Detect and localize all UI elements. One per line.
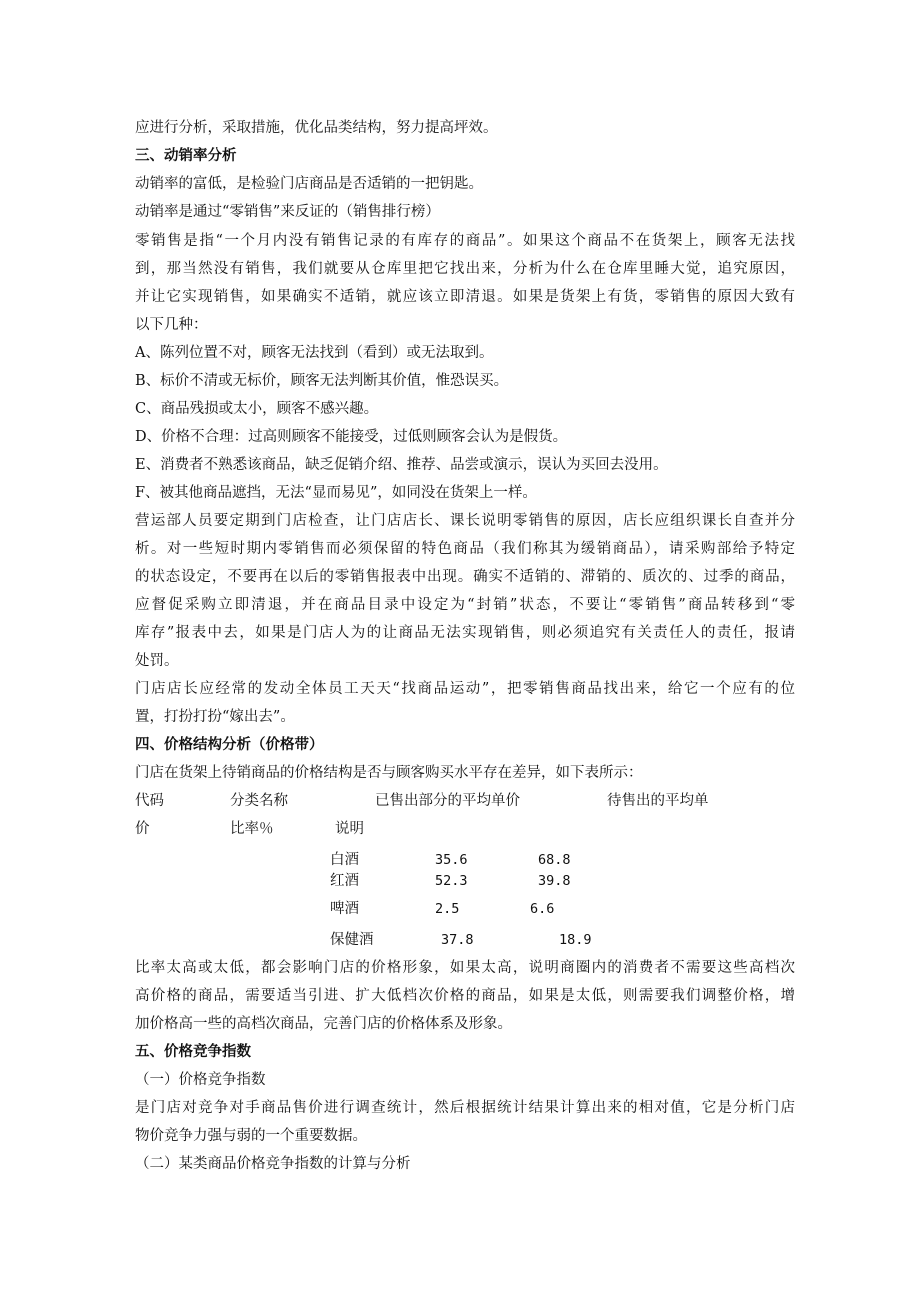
section3-para2-line: 库存”报表中去，如果是门店人为的让商品无法实现销售，则必须追究有关责任人的责任，报请 [135,625,795,641]
section3-line2: 动销率是通过“零销售”来反证的（销售排行榜） [135,204,440,220]
table-row-unsold: 6.6 [530,901,555,917]
section4-para-line: 比率太高或太低，都会影响门店的价格形象，如果太高，说明商圈内的消费者不需要这些高档次 [135,960,795,976]
table-header-cell: 说明 [335,821,364,837]
section4-para-line: 加价格高一些的高档次商品，完善门店的价格体系及形象。 [135,1016,512,1032]
table-row-unsold: 68.8 [538,852,571,868]
table-row-name: 红酒 [330,873,359,889]
section3-para3-line: 置，打扮打扮“嫁出去”。 [135,709,295,725]
table-row-sold: 52.3 [435,873,468,889]
table-header-cell: 比率％ [230,821,274,837]
intro-line: 应进行分析，采取措施，优化品类结构，努力提高坪效。 [135,120,498,136]
table-row-name: 啤酒 [330,901,359,917]
section3-para2-line: 的状态设定，不要再在以后的零销售报表中出现。确实不适销的、滞销的、质次的、过季的商品， [135,569,795,585]
table-header-cell: 已售出部分的平均单价 [375,793,520,809]
reason-item: A、陈列位置不对，顾客无法找到（看到）或无法取到。 [135,345,494,361]
section5-heading: 五、价格竞争指数 [135,1044,251,1060]
section3-para1-line: 零销售是指“一个月内没有销售记录的有库存的商品”。如果这个商品不在货架上，顾客无法找 [135,233,795,249]
reason-item: F、被其他商品遮挡，无法“显而易见”，如同没在货架上一样。 [135,485,537,501]
section4-heading: 四、价格结构分析（价格带） [135,737,324,753]
reason-item: B、标价不清或无标价，顾客无法判断其价值，惟恐误买。 [135,373,509,389]
section3-para2-line: 处罚。 [135,653,179,669]
section4-intro: 门店在货架上待销商品的价格结构是否与顾客购买水平存在差异，如下表所示： [135,765,643,781]
table-row-unsold: 39.8 [538,873,571,889]
table-row-sold: 35.6 [435,852,468,868]
table-row-sold: 37.8 [441,932,474,948]
section3-para2-line: 应督促采购立即清退，并在商品目录中设定为“封销”状态，不要让“零销售”商品转移到“零 [135,597,795,613]
reason-item: D、价格不合理：过高则顾客不能接受，过低则顾客会认为是假货。 [135,429,568,445]
section5-para-line: 是门店对竞争对手商品售价进行调查统计，然后根据统计结果计算出来的相对值，它是分析门店 [135,1100,795,1116]
section3-para1-line: 并让它实现销售，如果确实不适销，就应该立即清退。如果是货架上有货，零销售的原因大致有 [135,289,795,305]
section3-heading: 三、动销率分析 [135,148,237,164]
table-row-name: 保健酒 [330,932,374,948]
table-row-unsold: 18.9 [559,932,592,948]
section5-sub1: （一）价格竞争指数 [135,1072,266,1088]
section3-para1-line: 以下几种： [135,317,208,333]
section3-para3-line: 门店店长应经常的发动全体员工天天“找商品运动”，把零销售商品找出来，给它一个应有的位 [135,681,795,697]
section5-sub2: （二）某类商品价格竞争指数的计算与分析 [135,1156,411,1172]
table-header-cell: 代码 [135,793,164,809]
section3-para2-line: 营运部人员要定期到门店检查，让门店店长、课长说明零销售的原因，店长应组织课长自查并分 [135,513,795,529]
table-header-cell: 待售出的平均单 [607,793,709,809]
section4-para-line: 高价格的商品，需要适当引进、扩大低档次价格的商品，如果是太低，则需要我们调整价格，增 [135,988,795,1004]
section5-para-line: 物价竞争力强与弱的一个重要数据。 [135,1128,367,1144]
table-header-cell: 价 [135,821,150,837]
section3-para1-line: 到，那当然没有销售，我们就要从仓库里把它找出来，分析为什么在仓库里睡大觉，追究原因， [135,261,795,277]
table-row-name: 白酒 [330,852,359,868]
section3-line1: 动销率的富低，是检验门店商品是否适销的一把钥匙。 [135,176,483,192]
reason-item: E、消费者不熟悉该商品，缺乏促销介绍、推荐、品尝或演示，误认为买回去没用。 [135,457,668,473]
reason-item: C、商品残损或太小，顾客不感兴趣。 [135,401,379,417]
table-row-sold: 2.5 [435,901,460,917]
section3-para2-line: 析。对一些短时期内零销售而必须保留的特色商品（我们称其为缓销商品），请采购部给予特定 [135,541,795,557]
table-header-cell: 分类名称 [230,793,288,809]
